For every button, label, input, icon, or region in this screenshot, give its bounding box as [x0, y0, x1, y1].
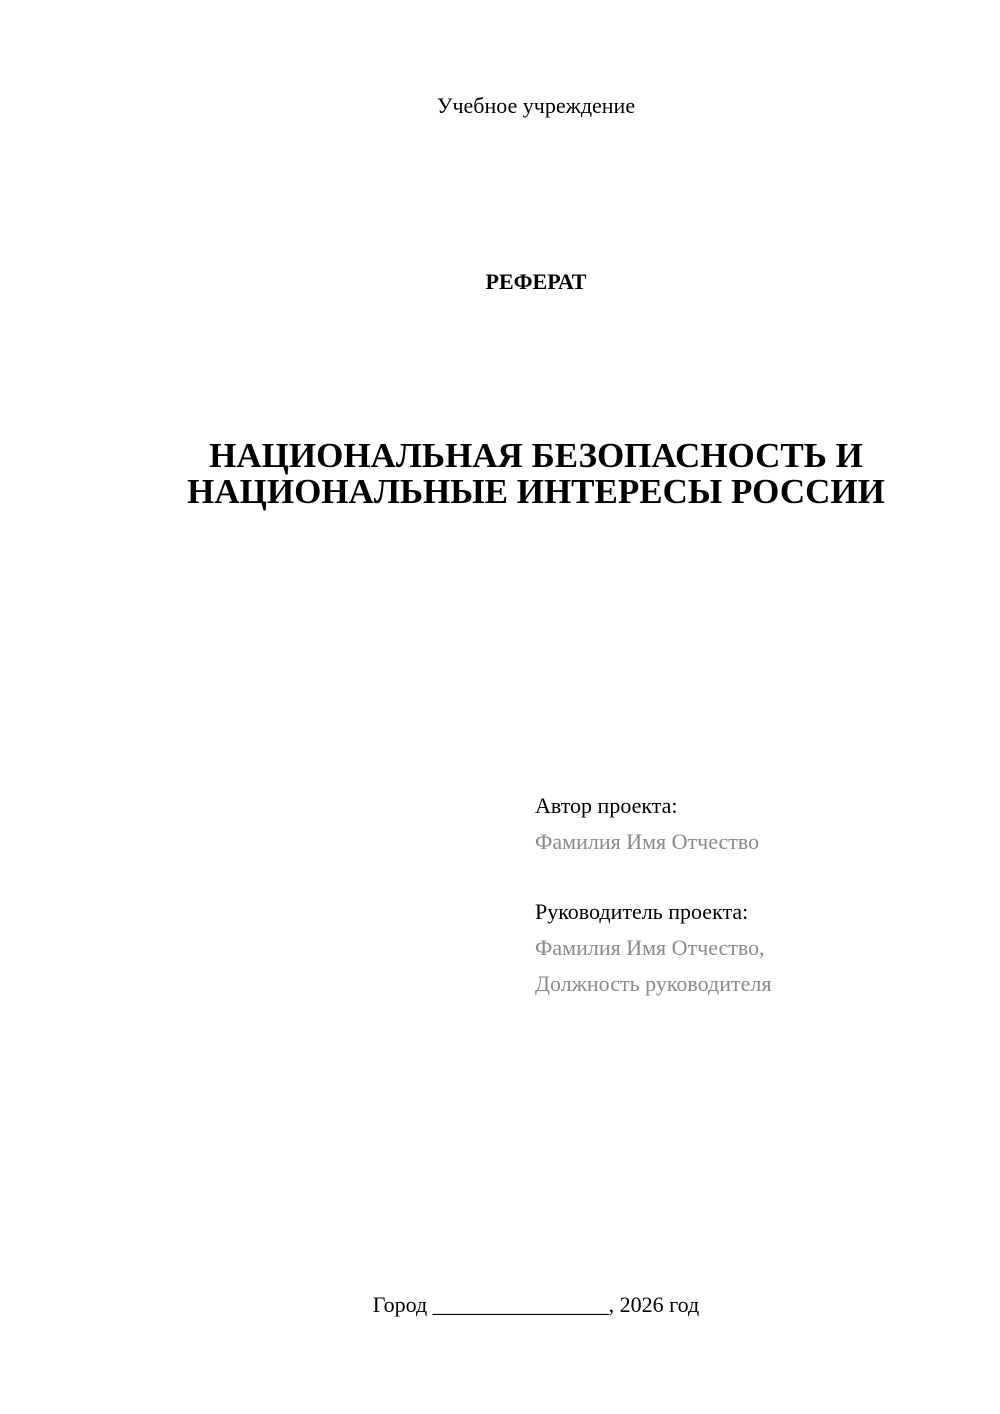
credits-block — [535, 788, 975, 1002]
document-title — [0, 438, 1000, 510]
supervisor-position: Должность руководителя — [535, 971, 772, 996]
supervisor-label: Руководитель проекта: — [535, 899, 749, 924]
author-label: Автор проекта: — [535, 793, 678, 818]
title-line-2: НАЦИОНАЛЬНЫЕ ИНТЕРЕСЫ РОССИИ — [187, 472, 885, 511]
document-type: РЕФЕРАТ — [485, 269, 587, 294]
institution-name: Учебное учреждение — [436, 93, 636, 118]
city-year-line: Город ________________, 2026 год — [372, 1292, 700, 1317]
credits-spacer — [535, 860, 975, 894]
supervisor-name: Фамилия Имя Отчество, — [535, 935, 765, 960]
title-line-1: НАЦИОНАЛЬНАЯ БЕЗОПАСНОСТЬ И — [209, 436, 863, 475]
author-name: Фамилия Имя Отчество — [535, 829, 760, 854]
